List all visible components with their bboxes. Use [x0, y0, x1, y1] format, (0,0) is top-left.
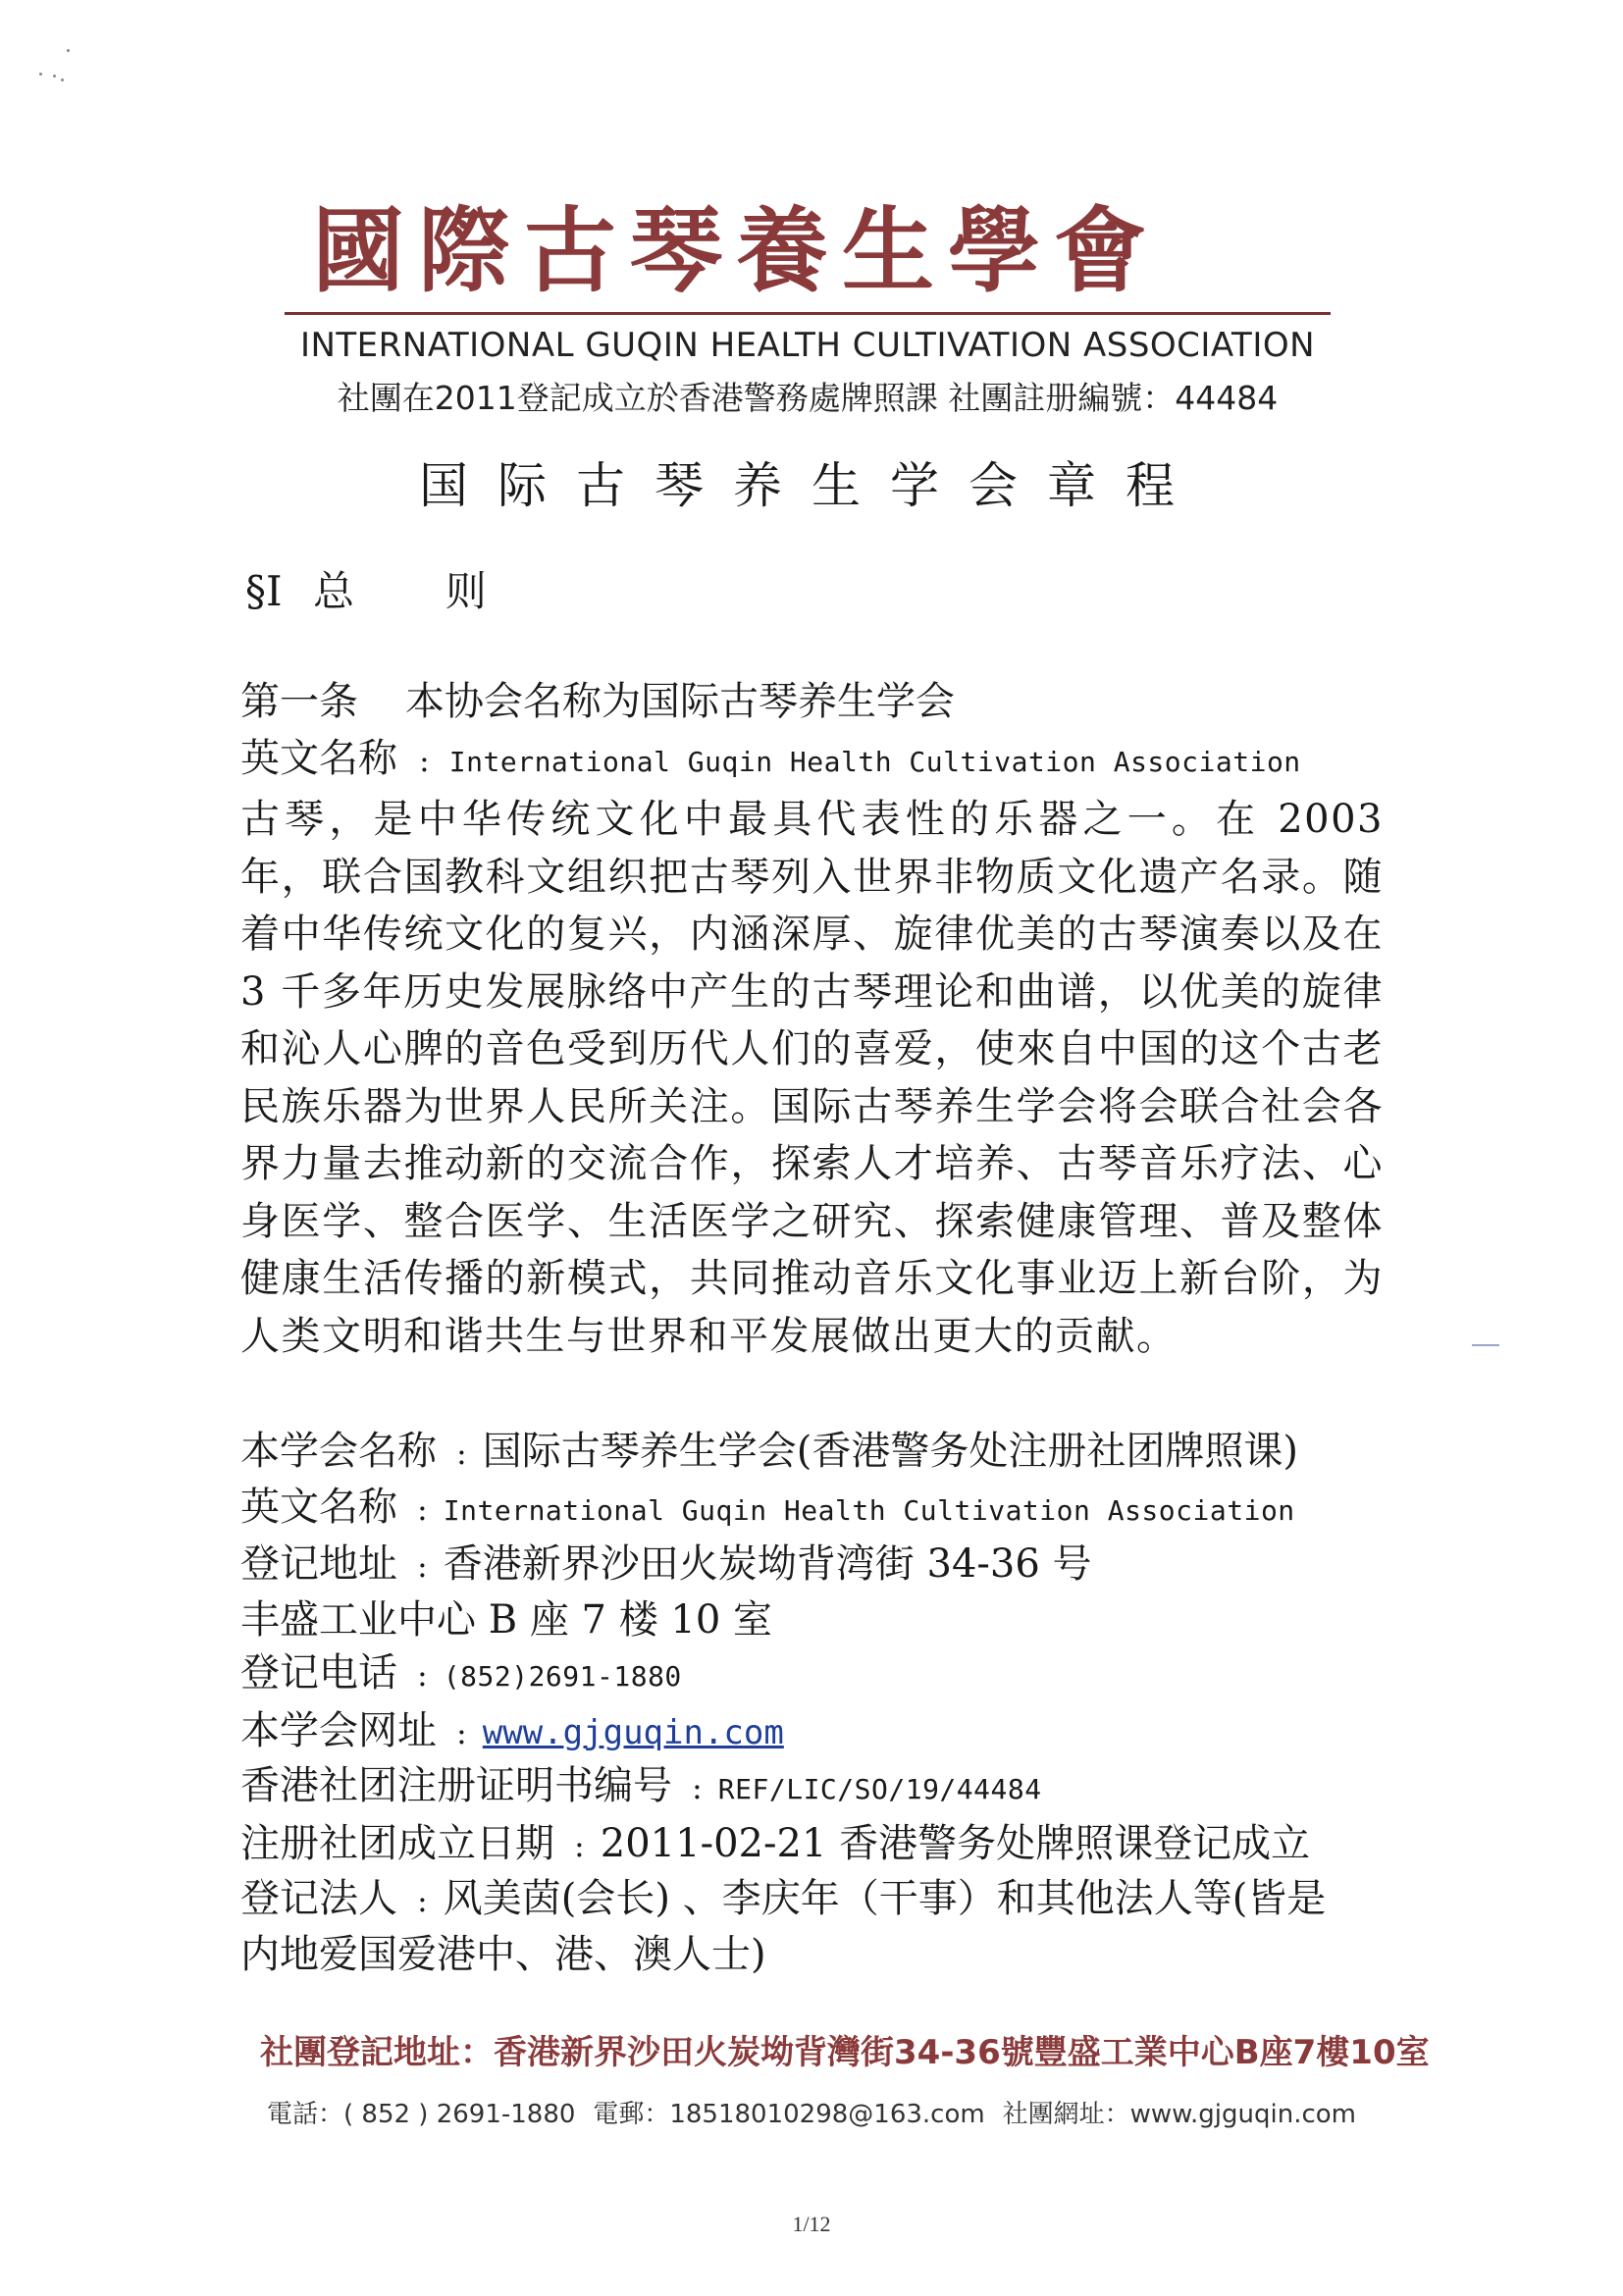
section-title-part-1: 总 — [312, 567, 354, 615]
certificate-label: 香港社团注册证明书编号 — [240, 1763, 672, 1808]
info-row-website: 本学会网址 : www.gjguqin.com — [240, 1707, 784, 1753]
founding-date-value: 2011-02-21 香港警务处牌照课登记成立 — [600, 1820, 1311, 1866]
footer-phone: 電話：( 852 ) 2691-1880 — [267, 2100, 576, 2129]
document-title: 国际古琴养生学会章程 — [419, 457, 1204, 514]
english-name-value: International Guqin Health Cultivation Association — [448, 746, 1301, 778]
english-name-value: International Guqin Health Cultivation Association — [443, 1493, 1295, 1527]
name-label: 本学会名称 — [240, 1429, 437, 1474]
registration-info — [240, 1425, 1384, 1981]
footer-address: 社團登記地址：香港新界沙田火炭坳背灣街34-36號豐盛工業中心B座7樓10室 — [260, 2033, 1430, 2072]
address-value-line-1: 香港新界沙田火炭坳背湾街 34-36 号 — [443, 1541, 1092, 1587]
info-row-address-continued — [240, 1593, 1384, 1647]
english-name-label: 英文名称 — [240, 736, 397, 781]
article-1 — [240, 673, 1384, 1365]
article-1-heading — [240, 673, 1384, 730]
page-number: 1/12 — [792, 2212, 831, 2236]
certificate-value: REF/LIC/SO/19/44484 — [717, 1773, 1042, 1805]
info-row-legal-persons: 登记法人 : 风美茵(会长) 、李庆年（干事）和其他法人等(皆是 — [240, 1876, 1327, 1921]
english-name-label: 英文名称 — [240, 1484, 397, 1530]
letterhead-title-en: INTERNATIONAL GUQIN HEALTH CULTIVATION ASSOCIATION — [299, 326, 1316, 365]
letterhead-title-zh: 國際古琴養生學會 — [311, 198, 1160, 305]
info-row-certificate: 香港社团注册证明书编号 : REF/LIC/SO/19/44484 — [240, 1763, 1042, 1808]
info-row-address: 登记地址 : 香港新界沙田火炭坳背湾街 34-36 号 — [240, 1541, 1092, 1587]
article-1-paragraph: 古琴，是中华传统文化中最具代表性的乐器之一。在 2003 年，联合国教科文组织把古琴列入世界非物质文化遗产名录。随着中华传统文化的复兴，内涵深厚、旋律优美的古琴演奏以及在 3 千多年历史发展脉络中产生的古琴理论和曲谱，以优美的旋律和沁人心脾的音色受到历代人们的喜爱，使來自中国的这个古老民族乐器为世界人民所关注。国际古琴养生学会将会联合社会各界力量去推动新的交流合作，探索人才培养、古琴音乐疗法、心身医学、整合医学、生活医学之研究、探索健康管理、普及整体健康生活传播的新模式，共同推动音乐文化事业迈上新台阶，为人类文明和谐共生与世界和平发展做出更大的贡献。 — [240, 797, 1384, 1359]
name-value: 国际古琴养生学会(香港警务处注册社团牌照课) — [482, 1429, 1298, 1474]
footer-website: 社團網址：www.gjguqin.com — [1002, 2100, 1356, 2129]
scan-specks — [39, 49, 118, 128]
letterhead-rule — [285, 312, 1331, 315]
website-link[interactable]: www.gjguqin.com — [482, 1712, 784, 1752]
footer-contacts — [267, 2094, 1356, 2130]
info-row-name: 本学会名称 : 国际古琴养生学会(香港警务处注册社团牌照课) — [240, 1429, 1298, 1474]
article-text: 本协会名称为国际古琴养生学会 — [405, 679, 955, 724]
address-label: 登记地址 — [240, 1541, 397, 1587]
founding-date-label: 注册社团成立日期 — [240, 1820, 554, 1866]
info-row-founding-date: 注册社团成立日期 : 2011-02-21 香港警务处牌照课登记成立 — [240, 1820, 1311, 1866]
footer-email: 電郵：18518010298@163.com — [593, 2100, 985, 2129]
info-row-english-name: 英文名称 : International Guqin Health Cultivation Association — [240, 1484, 1295, 1530]
section-symbol: §Ⅰ — [245, 567, 283, 615]
info-row-legal-persons-continued — [240, 1928, 1384, 1982]
scan-mark — [1472, 1344, 1499, 1346]
website-label: 本学会网址 — [240, 1707, 437, 1753]
phone-label: 登记电话 — [240, 1650, 397, 1696]
letterhead-registration: 社團在2011登記成立於香港警務處牌照課 社團註册編號：44484 — [337, 379, 1279, 417]
section-title-part-2: 则 — [445, 567, 487, 615]
legal-persons-label: 登记法人 — [240, 1876, 397, 1921]
legal-persons-value-line-1: 风美茵(会长) 、李庆年（干事）和其他法人等(皆是 — [443, 1876, 1327, 1921]
article-number: 第一条 — [240, 679, 358, 724]
info-row-phone: 登记电话 : (852)2691-1880 — [240, 1650, 682, 1696]
legal-persons-value-line-2: 内地爱国爱港中、港、澳人士) — [240, 1931, 766, 1977]
section-heading — [245, 559, 487, 618]
phone-value: (852)2691-1880 — [443, 1660, 682, 1693]
address-value-line-2: 丰盛工业中心 B 座 7 楼 10 室 — [240, 1596, 773, 1643]
article-1-english-name: 英文名称 : International Guqin Health Cultivation Association — [240, 736, 1301, 781]
